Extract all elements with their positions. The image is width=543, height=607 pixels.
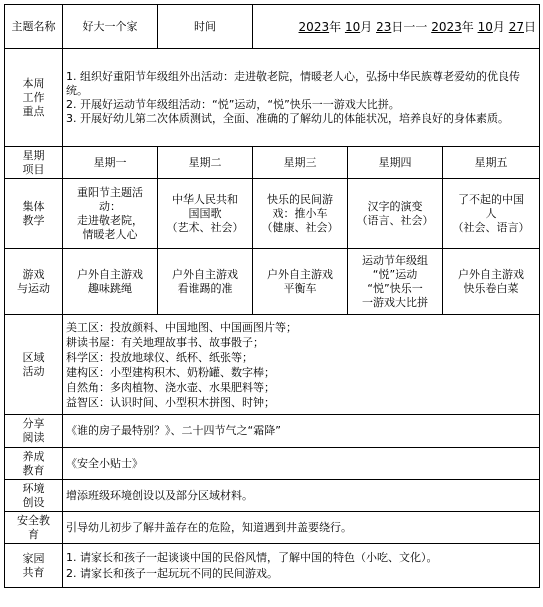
area-line: 科学区：投放地球仪、纸杯、纸张等；	[66, 350, 253, 364]
family-row	[5, 544, 540, 588]
weekday-row	[5, 147, 540, 179]
cell-line: 了不起的中国	[458, 192, 524, 206]
cell-line: 动：	[99, 199, 121, 213]
month-char-1: 月	[360, 19, 373, 34]
focus-item: 1. 组织好重阳节年级组外出活动：走进敬老院，情暖老人心，弘扬中华民族尊老爱幼的优良传统。	[66, 69, 520, 97]
cell-line: “悦”快乐一	[367, 281, 423, 295]
cell-line: （语言、社会）	[356, 213, 434, 227]
date-separator: 一一	[403, 19, 428, 34]
focus-label-line: 重点	[22, 104, 45, 118]
teaching-cell-fri	[443, 179, 540, 249]
reading-label-line: 阅读	[22, 431, 45, 444]
cell-line: 运动节年级组	[362, 253, 428, 267]
focus-row	[5, 49, 540, 147]
family-label	[5, 544, 63, 588]
cell-line: 中华人民共和	[172, 192, 238, 206]
cell-line: 平衡车	[283, 281, 317, 295]
areas-label-line: 区域	[22, 350, 45, 364]
areas-content	[63, 315, 540, 415]
cell-line: 户外自主游戏	[267, 267, 333, 281]
teaching-cell-wed	[253, 179, 348, 249]
focus-label-line: 工作	[22, 90, 45, 104]
nurture-label-line: 养成	[22, 449, 45, 463]
nurture-label-line: 教育	[22, 463, 45, 477]
teaching-cell-tue	[158, 179, 253, 249]
cell-line: 汉字的演变	[367, 199, 423, 213]
reading-label-line: 分享	[22, 417, 45, 430]
cell-line: （艺术、社会）	[166, 220, 244, 234]
reading-row	[5, 415, 540, 448]
group-teaching-label	[5, 179, 63, 249]
cell-line: 一游戏大比拼	[362, 295, 428, 309]
cell-line: 快乐的民间游	[267, 192, 333, 206]
cell-line: 情暖老人心	[82, 227, 138, 241]
games-label-line: 与运动	[17, 281, 50, 295]
safety-label-line: 安全教	[17, 513, 50, 527]
day-header-fri: 星期五	[443, 147, 540, 179]
day-header-thu: 星期四	[348, 147, 443, 179]
area-line: 建构区：小型建构积木、奶粉罐、数字棒；	[66, 365, 275, 379]
environment-content: 增添班级环境创设以及部分区域材料。	[63, 480, 540, 512]
cell-line: （社会、语言）	[452, 220, 530, 234]
safety-content: 引导幼儿初步了解井盖存在的危险，知道遇到井盖要绕行。	[63, 512, 540, 544]
games-cell-tue	[158, 249, 253, 315]
cell-line: 国国歌	[188, 206, 222, 220]
theme-value: 好大一个家	[63, 5, 158, 49]
weekly-plan-table	[4, 4, 540, 588]
start-month: 10	[344, 19, 361, 34]
weekday-label-line: 星期	[22, 148, 45, 162]
group-teaching-label-line: 教学	[22, 213, 45, 227]
theme-label-text: 主题名称	[11, 19, 56, 33]
family-label-line: 共育	[22, 565, 45, 579]
environment-label-line: 环境	[22, 481, 45, 495]
area-line: 美工区：投放颜料、中国地图、中国画图片等；	[66, 320, 297, 334]
reading-content: 《谁的房子最特别？》、二十四节气之“霜降”	[63, 415, 540, 448]
teaching-cell-thu	[348, 179, 443, 249]
games-cell-mon	[63, 249, 158, 315]
games-cell-wed	[253, 249, 348, 315]
teaching-cell-mon	[63, 179, 158, 249]
group-teaching-label-line: 集体	[22, 199, 45, 213]
cell-line: 户外自主游戏	[458, 267, 524, 281]
games-label-line: 游戏	[22, 267, 45, 281]
start-day: 23	[376, 19, 392, 34]
environment-label	[5, 480, 63, 512]
year-char-2: 年	[461, 19, 474, 34]
end-month: 10	[477, 19, 493, 34]
date-range	[253, 5, 540, 49]
focus-item: 3. 开展好幼儿第二次体质测试，全面、准确的了解幼儿的体能状况，培养良好的身体素质。	[66, 111, 509, 125]
environment-label-line: 创设	[22, 495, 45, 509]
cell-line: 走进敬老院，	[77, 213, 143, 227]
safety-label	[5, 512, 63, 544]
day-header-wed: 星期三	[253, 147, 348, 179]
family-item: 1. 请家长和孩子一起谈谈中国的民俗风情，了解中国的特色（小吃、文化）。	[66, 550, 438, 564]
focus-content	[63, 49, 540, 147]
weekday-label	[5, 147, 63, 179]
nurture-row	[5, 448, 540, 480]
area-line: 耕读书屋：有关地理故事书、故事骰子；	[66, 335, 264, 349]
cell-line: 戏：推小车	[272, 206, 328, 220]
end-day: 27	[508, 19, 524, 34]
areas-row	[5, 315, 540, 415]
cell-line: 重阳节主题活	[77, 185, 143, 199]
cell-line: 看谁踢的准	[177, 281, 233, 295]
nurture-content: 《安全小贴士》	[63, 448, 540, 480]
cell-line: 户外自主游戏	[172, 267, 238, 281]
family-content	[63, 544, 540, 588]
start-year: 2023	[298, 19, 330, 34]
cell-line: 户外自主游戏	[77, 267, 143, 281]
reading-label	[5, 415, 63, 448]
weekday-label-line: 项目	[22, 162, 45, 176]
theme-row	[5, 5, 540, 49]
theme-label	[5, 5, 63, 49]
family-label-line: 家园	[22, 551, 45, 565]
day-header-tue: 星期二	[158, 147, 253, 179]
day-char-1: 日	[391, 19, 404, 34]
safety-label-line: 育	[28, 527, 39, 541]
games-cell-thu	[348, 249, 443, 315]
games-row	[5, 249, 540, 315]
games-cell-fri	[443, 249, 540, 315]
group-teaching-row	[5, 179, 540, 249]
areas-label-line: 活动	[22, 364, 45, 378]
focus-label-line: 本周	[22, 76, 45, 90]
nurture-label	[5, 448, 63, 480]
cell-line: （健康、社会）	[261, 220, 339, 234]
year-char-1: 年	[329, 19, 342, 34]
area-line: 益智区：认识时间、小型积木拼图、时钟；	[66, 395, 275, 409]
cell-line: “悦”运动	[372, 267, 418, 281]
focus-item: 2. 开展好运动节年级组活动：“悦”运动，“悦”快乐一一游戏大比拼。	[66, 97, 400, 111]
games-label	[5, 249, 63, 315]
day-char-2: 日	[524, 19, 537, 34]
family-item: 2. 请家长和孩子一起玩玩不同的民间游戏。	[66, 566, 278, 580]
focus-label	[5, 49, 63, 147]
environment-row	[5, 480, 540, 512]
day-header-mon: 星期一	[63, 147, 158, 179]
month-char-2: 月	[492, 19, 505, 34]
cell-line: 趣味跳绳	[88, 281, 132, 295]
area-line: 自然角：多肉植物、浇水壶、水果肥料等；	[66, 380, 275, 394]
cell-line: 快乐卷白菜	[463, 281, 519, 295]
time-label: 时间	[158, 5, 253, 49]
safety-row	[5, 512, 540, 544]
cell-line: 人	[485, 206, 497, 220]
areas-label	[5, 315, 63, 415]
end-year: 2023	[431, 19, 462, 34]
